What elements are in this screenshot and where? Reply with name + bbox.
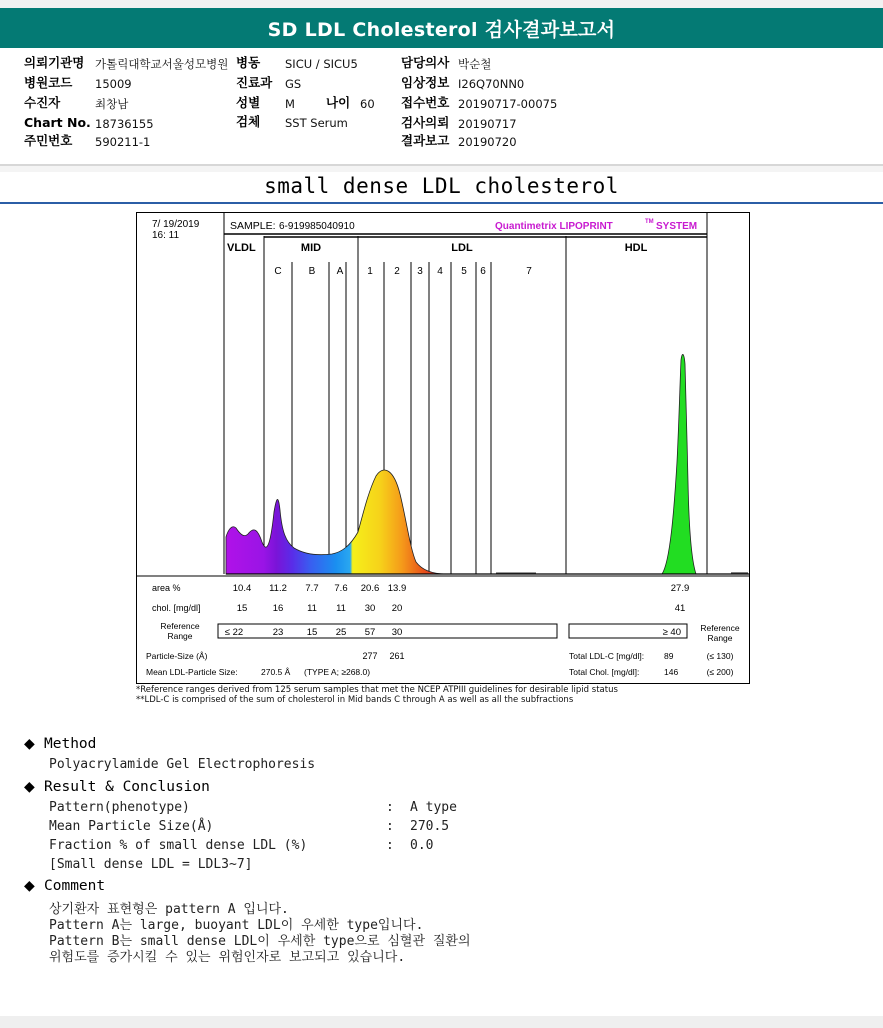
ref-b: 15 [306, 627, 318, 638]
info-label-clinical-info: 임상정보 [401, 75, 450, 90]
chol-vldl: 15 [236, 603, 248, 614]
info-label-department: 진료과 [236, 75, 273, 90]
chol-ldl2: 20 [391, 603, 403, 614]
result-colon: : [386, 819, 394, 834]
report-frame [137, 213, 750, 684]
info-label-report-date: 결과보고 [401, 133, 450, 148]
group-hdl: HDL [624, 242, 648, 254]
footnotes [136, 685, 756, 705]
method-heading [24, 736, 96, 752]
area-c: 11.2 [269, 583, 287, 594]
brand-tm: TM [645, 219, 654, 225]
ref-hdl: ≥ 40 [662, 627, 681, 638]
ref-vldl: ≤ 22 [224, 627, 244, 638]
area-ldl2: 13.9 [387, 583, 407, 594]
comment-line-1: 상기환자 표현형은 pattern A 입니다. [49, 902, 289, 917]
info-label-sex: 성별 [236, 95, 261, 110]
total-chol-label: Total Chol. [mg/dl]: [569, 667, 640, 677]
ref-a: 25 [335, 627, 347, 638]
info-value-request-date: 20190717 [458, 117, 517, 131]
result-heading-text: Result & Conclusion [44, 779, 210, 795]
area-ldl1: 20.6 [360, 583, 380, 594]
sample-value: 6-919985040910 [279, 221, 355, 232]
info-label-physician: 담당의사 [401, 55, 450, 70]
info-value-institution: 가톨릭대학교서울성모병원 [95, 57, 229, 71]
result-note: [Small dense LDL = LDL3~7] [49, 857, 253, 872]
result-label-pattern: Pattern(phenotype) [49, 800, 190, 815]
result-value-pattern: A type [410, 800, 457, 815]
section-rule [0, 202, 883, 204]
area-hdl: 27.9 [670, 583, 690, 594]
footnote-1: *Reference ranges derived from 125 serum samples that met the NCEP ATPIII guidelines for desirable lipid status [136, 685, 618, 695]
info-label-chart-no: Chart No. [24, 115, 91, 130]
total-chol-value: 146 [664, 667, 679, 677]
top-strip [0, 0, 883, 8]
result-heading [24, 779, 210, 795]
brand-suffix: SYSTEM [656, 221, 698, 232]
total-ldl-label: Total LDL-C [mg/dl]: [569, 651, 645, 661]
band-c: C [274, 266, 282, 277]
method-heading-text: Method [44, 736, 97, 752]
band-1: 1 [367, 266, 373, 277]
row-label-chol: chol. [mg/dl] [152, 603, 201, 613]
info-label-institution: 의뢰기관명 [24, 55, 85, 70]
info-value-clinical-info: I26Q70NN0 [458, 77, 525, 91]
info-label-specimen: 검체 [236, 114, 261, 129]
mean-value: 270.5 Å [261, 667, 291, 677]
ref-ldl1: 57 [364, 627, 376, 638]
band-3: 3 [417, 266, 423, 277]
particle-ldl1: 277 [362, 651, 378, 661]
bottom-strip [0, 1016, 883, 1028]
info-label-resident-no: 주민번호 [24, 133, 73, 148]
info-value-department: GS [285, 77, 302, 91]
info-value-physician: 박순철 [458, 57, 492, 71]
chol-c: 16 [272, 603, 284, 614]
ref-right-1: Reference [700, 623, 740, 633]
chol-ldl1: 30 [364, 603, 376, 614]
result-colon: : [386, 838, 394, 853]
row-label-ref-1: Reference [160, 621, 200, 631]
chol-a: 11 [336, 603, 346, 614]
method-text: Polyacrylamide Gel Electrophoresis [49, 757, 316, 772]
particle-ldl2: 261 [389, 651, 405, 661]
info-value-specimen: SST Serum [285, 116, 348, 130]
info-label-age: 나이 [326, 95, 351, 110]
info-value-sex: M [285, 97, 295, 111]
info-value-age: 60 [360, 97, 375, 111]
info-label-hospital-code: 병원코드 [24, 75, 73, 90]
area-vldl: 10.4 [232, 583, 252, 594]
info-label-ward: 병동 [236, 55, 261, 70]
result-colon: : [386, 800, 394, 815]
section-title: small dense LDL cholesterol [264, 174, 619, 198]
chol-hdl: 41 [674, 603, 686, 614]
footnote-2: **LDL-C is comprised of the sum of cholesterol in Mid bands C through A as well as all the subfractions [136, 695, 574, 705]
result-label-mean-size: Mean Particle Size(Å) [49, 819, 214, 834]
info-value-receipt-no: 20190717-00075 [458, 97, 558, 111]
info-value-hospital-code: 15009 [95, 77, 132, 91]
total-ldl-ref: (≤ 130) [706, 651, 734, 661]
band-a: A [336, 266, 344, 277]
divider-band [0, 166, 883, 172]
band-5: 5 [461, 266, 467, 277]
lipoprint-report [136, 212, 751, 684]
row-label-ref-2: Range [167, 631, 193, 641]
diamond-bullet-icon: ◆ [24, 779, 35, 795]
lipoprint-figure [136, 212, 751, 684]
info-value-ward: SICU / SICU5 [285, 57, 358, 71]
band-2: 2 [394, 266, 400, 277]
result-value-mean-size: 270.5 [410, 819, 450, 834]
band-6: 6 [480, 266, 486, 277]
diamond-bullet-icon: ◆ [24, 736, 35, 752]
ref-c: 23 [272, 627, 284, 638]
report-date: 7/ 19/2019 [152, 219, 200, 230]
comment-heading [24, 878, 105, 894]
chol-b: 11 [307, 603, 317, 614]
row-label-particle: Particle-Size (Å) [146, 651, 208, 661]
group-vldl: VLDL [227, 242, 256, 254]
info-value-report-date: 20190720 [458, 135, 517, 149]
info-value-resident-no: 590211-1 [95, 135, 151, 149]
brand-name: Quantimetrix LIPOPRINT [495, 221, 613, 232]
result-label-fraction: Fraction % of small dense LDL (%) [49, 838, 308, 853]
band-4: 4 [437, 266, 443, 277]
ref-ldl2: 30 [391, 627, 403, 638]
info-value-patient: 최창남 [95, 97, 129, 111]
info-label-request-date: 검사의뢰 [401, 115, 450, 130]
mean-type: (TYPE A; ≥268.0) [304, 667, 371, 677]
row-label-area: area % [152, 583, 181, 593]
page-title: SD LDL Cholesterol 검사결과보고서 [267, 18, 616, 41]
ref-right-2: Range [707, 633, 733, 643]
group-mid: MID [300, 242, 322, 254]
total-ldl-value: 89 [664, 651, 674, 661]
total-chol-ref: (≤ 200) [706, 667, 734, 677]
diamond-bullet-icon: ◆ [24, 878, 35, 894]
area-b: 7.7 [305, 583, 319, 594]
info-label-patient: 수진자 [24, 95, 61, 110]
band-b: B [308, 266, 316, 277]
report-header [0, 8, 883, 48]
patient-info [0, 50, 883, 162]
sample-label: SAMPLE: [230, 220, 276, 232]
report-time: 16: 11 [152, 230, 180, 241]
info-value-chart-no: 18736155 [95, 117, 154, 131]
row-label-mean: Mean LDL-Particle Size: [146, 667, 238, 677]
comment-line-4: 위험도를 증가시킬 수 있는 위험인자로 보고되고 있습니다. [49, 950, 406, 965]
comment-line-3: Pattern B는 small dense LDL이 우세한 type으로 심혈관 질환의 [49, 934, 471, 949]
group-ldl: LDL [451, 242, 473, 254]
comment-heading-text: Comment [44, 878, 106, 894]
comment-line-2: Pattern A는 large, buoyant LDL이 우세한 type입니다. [49, 918, 424, 933]
result-value-fraction: 0.0 [410, 838, 434, 853]
area-a: 7.6 [334, 583, 348, 594]
info-label-receipt-no: 접수번호 [401, 95, 450, 110]
band-7: 7 [526, 266, 532, 277]
